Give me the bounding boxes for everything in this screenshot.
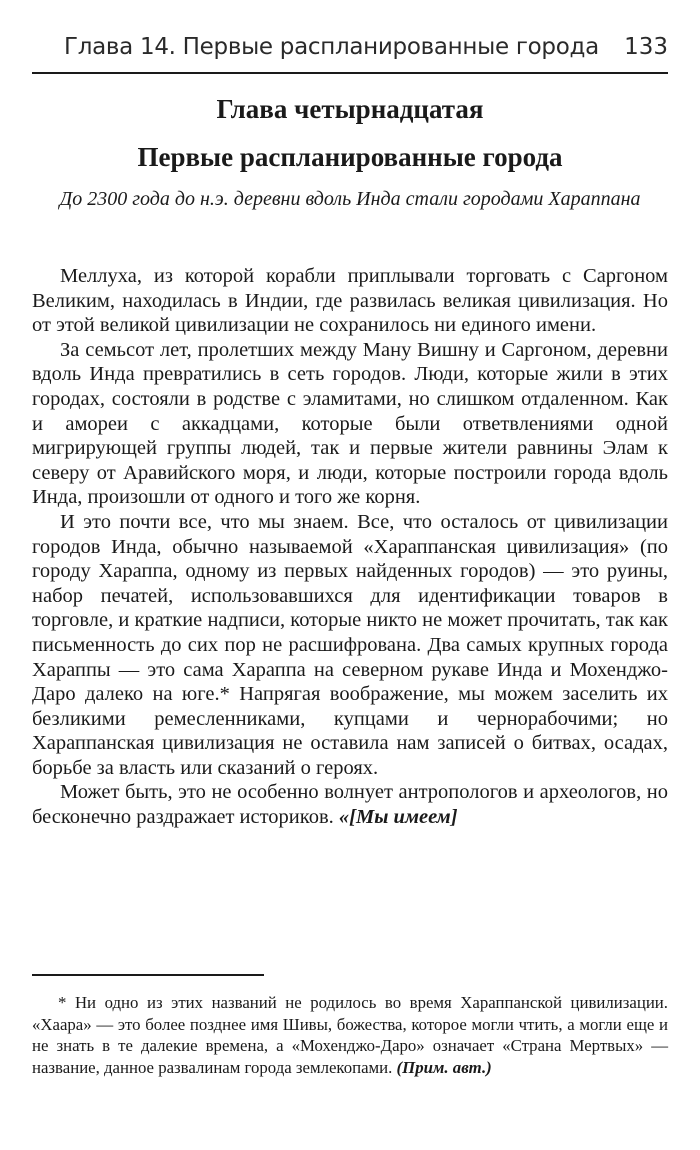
paragraph-4-text: Может быть, это не особенно волнует антропологов и археологов, но бесконечно раздражает историков. (32, 781, 668, 829)
page-number: 133 (624, 34, 668, 60)
paragraph-4-emphasis: «[Мы имеем] (338, 806, 458, 829)
running-head-title: Глава 14. Первые распланированные города (64, 34, 599, 60)
body-text (32, 264, 668, 830)
header-rule (32, 72, 668, 74)
paragraph-2: За семьсот лет, пролетших между Ману Вишну и Саргоном, деревни вдоль Инда превратились в сеть городов. Люди, которые жили в этих городах, состояли в родстве с эламитами, но слишком отдаленном. Как и амореи с аккадцами, которые были ответвлениями одной мигрирующей группы людей, так и первые жители равнины Элам к северу от Аравийского моря, и люди, которые построили города вдоль Инда, произошли от одного и того же корня. (32, 338, 668, 509)
paragraph-1: Меллуха, из которой корабли приплывали торговать с Саргоном Великим, находилась в Индии, где развилась великая цивилизация. Но от этой великой цивилизации не сохранилось ни единого имени. (32, 265, 668, 337)
chapter-title: Первые распланированные города (137, 142, 563, 172)
footnote-text: * Ни одно из этих названий не родилось во время Хараппанской цивилизации. «Хаара» — это более позднее имя Шивы, божества, которое могли чтить, а могли еще и не знать в те далекие времена, а «Мохенджо-Даро» означает «Страна Мертвых» — название, данное развалинам города землекопами. (32, 993, 668, 1077)
paragraph-4 (32, 780, 668, 829)
footnote-rule (32, 974, 264, 976)
footnote-note: (Прим. авт.) (396, 1057, 492, 1077)
footnote (32, 992, 668, 1078)
chapter-epigraph: До 2300 года до н.э. деревни вдоль Инда стали городами Хараппана (59, 188, 641, 210)
chapter-number-heading: Глава четырнадцатая (216, 94, 484, 124)
paragraph-3: И это почти все, что мы знаем. Все, что осталось от цивилизации городов Инда, обычно называемой «Хараппанская цивилизация» (по городу Хараппа, одному из первых найденных городов) — это руины, набор печатей, использовавшихся для идентификации товаров в торговле, и краткие надписи, которые никто не может прочитать, так как письменность до сих пор не расшифрована. Два самых крупных города Хараппы — это сама Хараппа на северном рукаве Инда и Мохенджо-Даро далеко на юге.* Напрягая воображение, мы можем заселить их безликими ремесленниками, купцами и чернорабочими; но Хараппанская цивилизация не оставила нам записей о битвах, осадах, борьбе за власть или сказаний о героях. (32, 510, 668, 779)
running-head (64, 30, 668, 70)
